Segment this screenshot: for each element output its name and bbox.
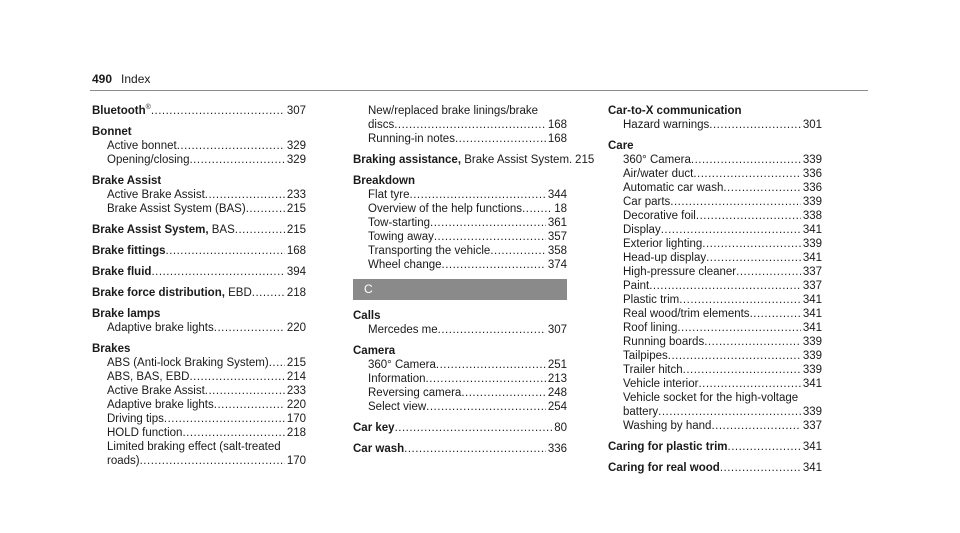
subentry-text: Reversing camera: [368, 387, 462, 399]
subentry-line[interactable]: [608, 293, 822, 307]
entry-heading: Car wash: [353, 443, 405, 455]
index-entry: [353, 174, 567, 272]
page-ref: 337: [802, 266, 822, 278]
registered-mark: ®: [145, 104, 151, 112]
dot-leader: [430, 216, 546, 230]
page-ref: 233: [286, 385, 306, 397]
entry-inline-text: Brake Assist System: [461, 154, 570, 166]
dot-leader: [189, 153, 284, 167]
page-ref: 336: [802, 168, 822, 180]
dot-leader: [696, 209, 801, 223]
subentry-line[interactable]: [353, 118, 567, 132]
page-ref: 339: [802, 350, 822, 362]
index-column-2-c-entries: [353, 309, 567, 456]
page-ref: 339: [802, 406, 822, 418]
subentry-line[interactable]: [608, 195, 822, 209]
subentry-text: Exterior lighting: [623, 238, 703, 250]
subentry-line[interactable]: [608, 209, 822, 223]
index-entry-line[interactable]: [92, 265, 306, 279]
index-entry: [608, 461, 822, 475]
dot-leader: [426, 400, 546, 414]
subentry-line[interactable]: [608, 335, 822, 349]
entry-heading: Camera: [353, 345, 396, 357]
subentry-text: Adaptive brake lights: [107, 399, 214, 411]
subentry-text: ABS (Anti-lock Braking System): [107, 357, 269, 369]
subentry-line[interactable]: [92, 370, 306, 384]
dot-leader: [702, 237, 801, 251]
subentry-text: Car parts: [623, 196, 671, 208]
subentry-first-line: Limited braking effect (salt-treated: [107, 441, 281, 453]
subentry-line[interactable]: [92, 426, 306, 440]
dot-leader: [252, 286, 285, 300]
page-ref: 341: [802, 308, 822, 320]
subentry-text: Information: [368, 373, 426, 385]
page-ref: 168: [286, 245, 306, 257]
subentry-text: Tailpipes: [623, 350, 668, 362]
subentry-text: Head-up display: [623, 252, 707, 264]
dot-leader: [269, 356, 285, 370]
page-ref: 361: [547, 217, 567, 229]
subentry-text: Paint: [623, 280, 650, 292]
dot-leader: [214, 321, 285, 335]
subentry-line[interactable]: [92, 202, 306, 216]
subentry-text: Overview of the help functions: [368, 203, 523, 215]
dot-leader: [723, 181, 800, 195]
dot-leader: [177, 139, 285, 153]
entry-inline-text: BAS: [208, 224, 235, 236]
dot-leader: [670, 195, 801, 209]
dot-leader: [182, 426, 284, 440]
subentry-line[interactable]: [608, 349, 822, 363]
dot-leader: [649, 279, 801, 293]
index-entry-line[interactable]: [353, 442, 567, 456]
subentry-text: Towing away: [368, 231, 434, 243]
dot-leader: [679, 293, 801, 307]
dot-leader: [522, 202, 552, 216]
subentry-line[interactable]: [353, 400, 567, 414]
dot-leader: [661, 223, 801, 237]
index-entry-line[interactable]: [92, 223, 306, 237]
page-ref: 254: [547, 401, 567, 413]
dot-leader: [426, 372, 546, 386]
page-ref: 339: [802, 154, 822, 166]
index-entry: [92, 342, 306, 468]
dot-leader: [404, 442, 546, 456]
subentry-text: Brake Assist System (BAS): [107, 203, 246, 215]
subentry-line[interactable]: [608, 237, 822, 251]
subentry-line[interactable]: [92, 321, 306, 335]
index-entry: [353, 421, 567, 435]
dot-leader: [442, 258, 546, 272]
page-ref: 339: [802, 238, 822, 250]
subentry-first-line: New/replaced brake linings/brake: [368, 105, 539, 117]
subentry-text: Washing by hand: [623, 420, 712, 432]
index-entry: [92, 265, 306, 279]
page-ref: 341: [802, 224, 822, 236]
page-ref: 218: [286, 287, 306, 299]
page-ref: 301: [802, 119, 822, 131]
section-letter-bar: [353, 279, 567, 300]
index-entry: [353, 309, 567, 337]
index-entry: [92, 307, 306, 335]
entry-text: [353, 421, 395, 435]
index-entry: [92, 286, 306, 300]
dot-leader: [720, 461, 801, 475]
entry-heading: Brake Assist System,: [92, 224, 209, 236]
dot-leader: [189, 370, 284, 384]
header-rule: [90, 90, 868, 91]
dot-leader: [246, 202, 285, 216]
index-entry-line[interactable]: [92, 125, 306, 139]
index-entry: [608, 440, 822, 454]
subentry-line[interactable]: [92, 153, 306, 167]
subentry-line[interactable]: [608, 251, 822, 265]
page-ref: 341: [802, 294, 822, 306]
subentry-line[interactable]: [608, 279, 822, 293]
subentry-line[interactable]: [353, 323, 567, 337]
entry-heading: Brake Assist: [92, 175, 162, 187]
index-entry: [92, 174, 306, 216]
entry-heading: Brakes: [92, 343, 131, 355]
page-ref: 344: [547, 189, 567, 201]
subentry-line[interactable]: [92, 139, 306, 153]
entry-heading: Braking assistance,: [353, 154, 462, 166]
page-ref: 341: [802, 462, 822, 474]
subentry-text: Active bonnet: [107, 140, 177, 152]
subentry-line[interactable]: [608, 307, 822, 321]
entry-heading: Bluetooth: [92, 105, 146, 117]
index-entry: [608, 104, 822, 132]
dot-leader: [677, 321, 800, 335]
dot-leader: [490, 244, 546, 258]
dot-leader: [438, 323, 546, 337]
index-entry-line[interactable]: [92, 342, 306, 356]
index-column-2: [353, 104, 595, 463]
subentry-text: Active Brake Assist: [107, 189, 205, 201]
dot-leader: [455, 132, 546, 146]
index-entry-line[interactable]: [92, 174, 306, 188]
subentry-text: Select view: [368, 401, 427, 413]
subentry-line[interactable]: [92, 454, 306, 468]
dot-leader: [151, 265, 284, 279]
index-entry: [353, 153, 595, 167]
page-ref: 215: [286, 203, 306, 215]
subentry-line[interactable]: [608, 167, 822, 181]
page-ref: 18: [554, 203, 567, 215]
subentry-text: 360° Camera: [623, 154, 691, 166]
entry-text: [92, 104, 151, 118]
index-column-2-b-entries: [353, 104, 595, 272]
page-ref: 251: [547, 359, 567, 371]
entry-heading: Bonnet: [92, 126, 132, 138]
index-entry: [92, 104, 306, 118]
dot-leader: [214, 398, 285, 412]
subentry-line[interactable]: [608, 181, 822, 195]
page-ref: 339: [802, 336, 822, 348]
subentry-line[interactable]: [608, 223, 822, 237]
page-ref: 307: [286, 105, 306, 117]
index-entry-line[interactable]: [353, 174, 567, 188]
index-entry: [92, 125, 306, 167]
subentry-text: Trailer hitch: [623, 364, 683, 376]
subentry-line[interactable]: [353, 202, 567, 216]
entry-heading: Caring for real wood: [608, 462, 720, 474]
index-entry-line[interactable]: [353, 344, 567, 358]
entry-text: [353, 174, 415, 188]
page-ref: 394: [286, 266, 306, 278]
subentry-line[interactable]: [353, 258, 567, 272]
dot-leader: [668, 349, 801, 363]
subentry-line[interactable]: [608, 363, 822, 377]
subentry-line[interactable]: [92, 384, 306, 398]
entry-heading: Care: [608, 140, 634, 152]
page-ref: 215: [286, 224, 306, 236]
subentry-line[interactable]: [353, 372, 567, 386]
entry-text: [353, 344, 395, 358]
subentry-text: Mercedes me: [368, 324, 438, 336]
subentry-text: Running boards: [623, 336, 705, 348]
page-ref: 341: [802, 252, 822, 264]
entry-text: [92, 342, 130, 356]
entry-heading: Car-to-X communication: [608, 105, 742, 117]
page-number: 490: [92, 72, 113, 86]
subentry-text: HOLD function: [107, 427, 183, 439]
entry-heading: Brake force distribution,: [92, 287, 225, 299]
subentry-text: Roof lining: [623, 322, 678, 334]
page-ref: 337: [802, 280, 822, 292]
page-ref: 170: [286, 455, 306, 467]
index-entry: [353, 442, 567, 456]
subentry-line[interactable]: [353, 188, 567, 202]
entry-text: [353, 442, 404, 456]
subentry-line[interactable]: [92, 356, 306, 370]
subentry-line[interactable]: [608, 321, 822, 335]
page-ref: 341: [802, 441, 822, 453]
entry-heading: Calls: [353, 310, 381, 322]
header-title: Index: [121, 72, 151, 86]
page-ref: 339: [802, 196, 822, 208]
entry-heading: Brake lamps: [92, 308, 161, 320]
subentry-line[interactable]: [353, 216, 567, 230]
page-ref: 220: [286, 399, 306, 411]
dot-leader: [658, 405, 801, 419]
index-entry-line[interactable]: [92, 104, 306, 118]
subentry-text: Active Brake Assist: [107, 385, 205, 397]
subentry-text: Driving tips: [107, 413, 164, 425]
index-entry-line[interactable]: [353, 309, 567, 323]
subentry-text: battery: [623, 406, 659, 418]
subentry-text: 360° Camera: [368, 359, 436, 371]
dot-leader: [750, 307, 801, 321]
index-entry-line[interactable]: [608, 461, 822, 475]
subentry-text: Running-in notes: [368, 133, 455, 145]
index-entry-line[interactable]: [353, 153, 595, 167]
entry-heading: Car key: [353, 422, 395, 434]
page-ref: 168: [547, 119, 567, 131]
dot-leader: [434, 230, 546, 244]
subentry-text: Opening/closing: [107, 154, 190, 166]
page-ref: 307: [547, 324, 567, 336]
dot-leader: [709, 118, 801, 132]
index-column-3: [608, 104, 822, 482]
subentry-line[interactable]: [353, 244, 567, 258]
entry-inline-text: EBD: [224, 287, 252, 299]
page-header: [92, 72, 150, 86]
dot-leader: [704, 335, 801, 349]
entry-text: [608, 139, 634, 153]
entry-text: [608, 104, 742, 118]
subentry-text: Transporting the vehicle: [368, 245, 491, 257]
subentry-text: High-pressure cleaner: [623, 266, 737, 278]
entry-heading: Brake fluid: [92, 266, 152, 278]
dot-leader: [205, 384, 285, 398]
subentry-text: roads): [107, 455, 140, 467]
index-entry-line[interactable]: [608, 139, 822, 153]
page-ref: 329: [286, 154, 306, 166]
entry-text: [92, 265, 151, 279]
dot-leader: [394, 118, 546, 132]
dot-leader: [151, 104, 285, 118]
page-ref: 218: [286, 427, 306, 439]
page-ref: 248: [547, 387, 567, 399]
subentry-line[interactable]: [608, 118, 822, 132]
dot-leader: [711, 419, 800, 433]
entry-text: [92, 223, 235, 237]
page-ref: 357: [547, 231, 567, 243]
page-ref: 329: [286, 140, 306, 152]
subentry-line[interactable]: [92, 398, 306, 412]
entry-text: [92, 174, 161, 188]
subentry-text: Plastic trim: [623, 294, 680, 306]
dot-leader: [436, 358, 546, 372]
entry-heading: Caring for plastic trim: [608, 441, 728, 453]
entry-text: [353, 309, 381, 323]
subentry-line[interactable]: [608, 405, 822, 419]
dot-leader: [706, 251, 801, 265]
section-letter: C: [364, 282, 373, 296]
entry-heading: Breakdown: [353, 175, 415, 187]
subentry-line[interactable]: [608, 265, 822, 279]
subentry-text: Wheel change: [368, 259, 442, 271]
page-ref: 336: [802, 182, 822, 194]
entry-text: [92, 307, 160, 321]
subentry-line[interactable]: [353, 386, 567, 400]
subentry-text: Display: [623, 224, 661, 236]
index-entry: [608, 139, 822, 433]
page-ref: 336: [547, 443, 567, 455]
subentry-text: Real wood/trim elements: [623, 308, 750, 320]
index-column-1: [92, 104, 306, 475]
index-entry-line[interactable]: [92, 244, 306, 258]
index-entry: [92, 244, 306, 258]
dot-leader: [235, 223, 285, 237]
subentry-line[interactable]: [353, 132, 567, 146]
subentry-text: discs: [368, 119, 395, 131]
dot-leader: [693, 167, 801, 181]
index-entry: [353, 104, 567, 146]
dot-leader: [395, 421, 553, 435]
page-ref: 170: [286, 413, 306, 425]
subentry-line[interactable]: [608, 419, 822, 433]
page-ref: 168: [547, 133, 567, 145]
entry-text: [92, 286, 252, 300]
subentry-text: Air/water duct: [623, 168, 694, 180]
index-entry: [353, 344, 567, 414]
page-ref: 339: [802, 364, 822, 376]
entry-text: [92, 125, 132, 139]
subentry-text: Decorative foil: [623, 210, 696, 222]
dot-leader: [205, 188, 285, 202]
page-ref: 341: [802, 322, 822, 334]
index-entry-line[interactable]: [608, 104, 822, 118]
index-entry: [92, 223, 306, 237]
index-entry-line[interactable]: [92, 286, 306, 300]
index-entry-line[interactable]: [92, 307, 306, 321]
subentry-first-line: Vehicle socket for the high-voltage: [623, 392, 799, 404]
page-ref: 233: [286, 189, 306, 201]
dot-leader: [691, 153, 801, 167]
entry-text: [608, 461, 720, 475]
entry-text: [92, 244, 166, 258]
subentry-text: ABS, BAS, EBD: [107, 371, 190, 383]
page-ref: 220: [286, 322, 306, 334]
entry-text: [353, 153, 569, 167]
page-ref: 337: [802, 420, 822, 432]
dot-leader: [683, 363, 801, 377]
dot-leader: [166, 244, 285, 258]
page-ref: 358: [547, 245, 567, 257]
dot-leader: [164, 412, 285, 426]
subentry-text: Vehicle interior: [623, 378, 699, 390]
subentry-text: Hazard warnings: [623, 119, 710, 131]
page-ref: 80: [554, 422, 567, 434]
subentry-line[interactable]: [353, 358, 567, 372]
subentry-line[interactable]: [608, 377, 822, 391]
subentry-line[interactable]: [92, 188, 306, 202]
subentry-text: Flat tyre: [368, 189, 410, 201]
subentry-line[interactable]: [608, 153, 822, 167]
subentry-line[interactable]: [92, 412, 306, 426]
subentry-text: Automatic car wash: [623, 182, 724, 194]
page-ref: 374: [547, 259, 567, 271]
entry-text: [608, 440, 728, 454]
page-ref: 213: [547, 373, 567, 385]
dot-leader: [698, 377, 800, 391]
index-entry-line[interactable]: [608, 440, 822, 454]
dot-leader: [140, 454, 285, 468]
subentry-text: Tow-starting: [368, 217, 430, 229]
subentry-line[interactable]: [353, 230, 567, 244]
page-ref: 215: [286, 357, 306, 369]
index-entry-line[interactable]: [353, 421, 567, 435]
page-ref: 214: [286, 371, 306, 383]
entry-heading: Brake fittings: [92, 245, 166, 257]
subentry-text: Adaptive brake lights: [107, 322, 214, 334]
dot-leader: [410, 188, 546, 202]
dot-leader: [736, 265, 801, 279]
page-ref: 215: [575, 154, 595, 166]
page-ref: 338: [802, 210, 822, 222]
page-ref: 341: [802, 378, 822, 390]
dot-leader: [728, 440, 801, 454]
dot-leader: [461, 386, 545, 400]
